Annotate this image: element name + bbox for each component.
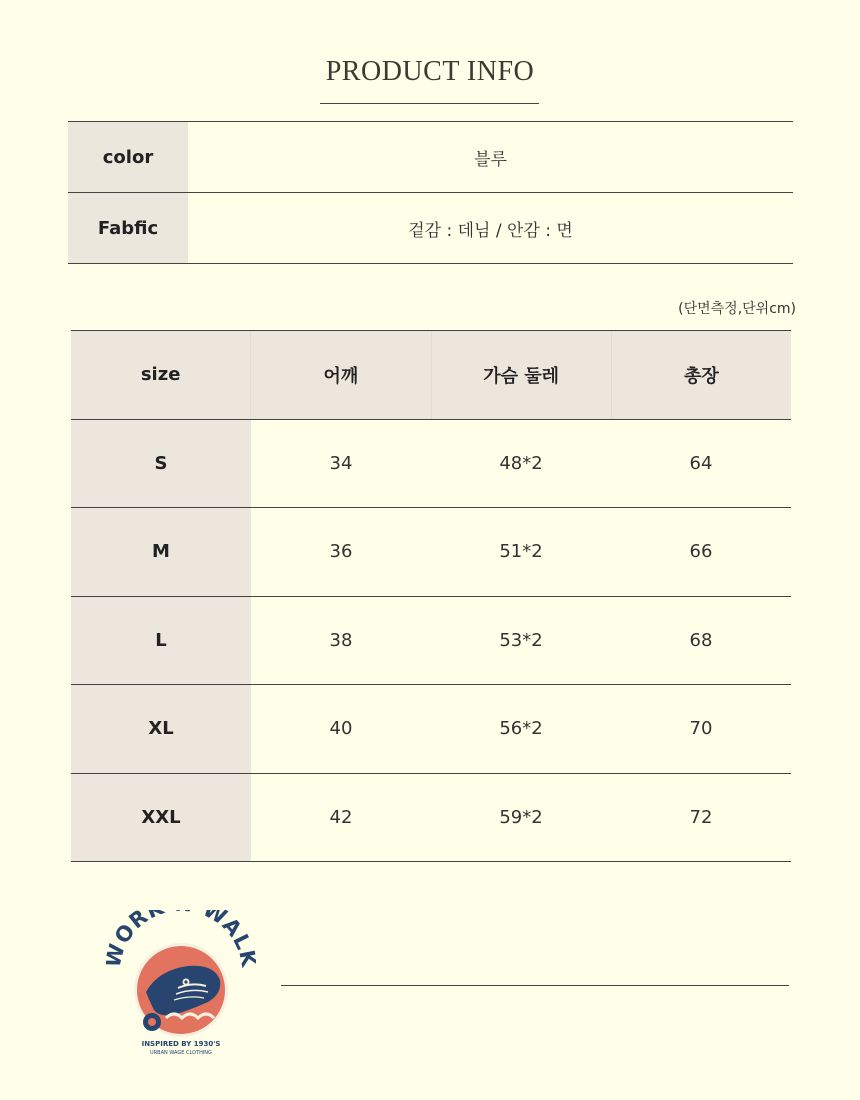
table-cell: 48*2: [499, 452, 543, 474]
product-info-table: [68, 121, 793, 264]
info-row-color: [68, 122, 793, 193]
table-cell: 66: [689, 541, 713, 563]
size-label: M: [71, 508, 251, 596]
info-value: 겉감 : 데님 / 안감 : 면: [408, 220, 573, 241]
title-underline: [320, 103, 539, 104]
table-row: [71, 685, 791, 774]
svg-text:WORK N WALK: OR WAL: [109, 910, 256, 954]
size-label: XL: [71, 685, 251, 773]
table-cell: 42: [329, 806, 353, 828]
table-cell: 64: [689, 452, 713, 474]
size-label: L: [71, 597, 251, 685]
table-cell: 56*2: [499, 718, 543, 740]
svg-text:URBAN WAGE CLOTHING: URBAN WAGE CLOTHING: [150, 1050, 212, 1056]
brand-logo: [106, 910, 256, 1060]
page-title: PRODUCT INFO: [325, 56, 535, 87]
size-label: XXL: [71, 774, 251, 862]
table-cell: 72: [689, 806, 713, 828]
table-cell: 70: [689, 718, 713, 740]
info-row-fabric: [68, 193, 793, 264]
size-label: S: [71, 420, 251, 508]
size-table-header: [71, 331, 791, 420]
info-label: Fabfic: [68, 193, 188, 263]
table-cell: 51*2: [499, 541, 543, 563]
work-n-walk-logo-icon: [106, 910, 256, 1060]
info-label: color: [68, 122, 188, 192]
table-cell: 68: [689, 629, 713, 651]
table-cell: 59*2: [499, 806, 543, 828]
table-row: [71, 597, 791, 686]
svg-text:INSPIRED BY 1930'S: INSPIRED BY 1930'S: [141, 1040, 221, 1048]
header-cell-length: 총장: [612, 331, 791, 419]
info-value: 블루: [474, 149, 507, 170]
table-cell: 34: [329, 452, 353, 474]
table-row: [71, 420, 791, 509]
table-cell: 38: [329, 629, 353, 651]
size-table: [71, 330, 791, 862]
footer-divider: [281, 985, 789, 986]
table-row: [71, 508, 791, 597]
table-cell: 36: [329, 541, 353, 563]
table-cell: 53*2: [499, 629, 543, 651]
size-unit-note: (단면측정,단위cm): [678, 301, 796, 317]
header-cell-size: size: [71, 331, 251, 419]
table-cell: 40: [329, 718, 353, 740]
table-row: [71, 774, 791, 863]
header-cell-shoulder: 어깨: [251, 331, 431, 419]
header-cell-chest: 가슴 둘레: [432, 331, 612, 419]
